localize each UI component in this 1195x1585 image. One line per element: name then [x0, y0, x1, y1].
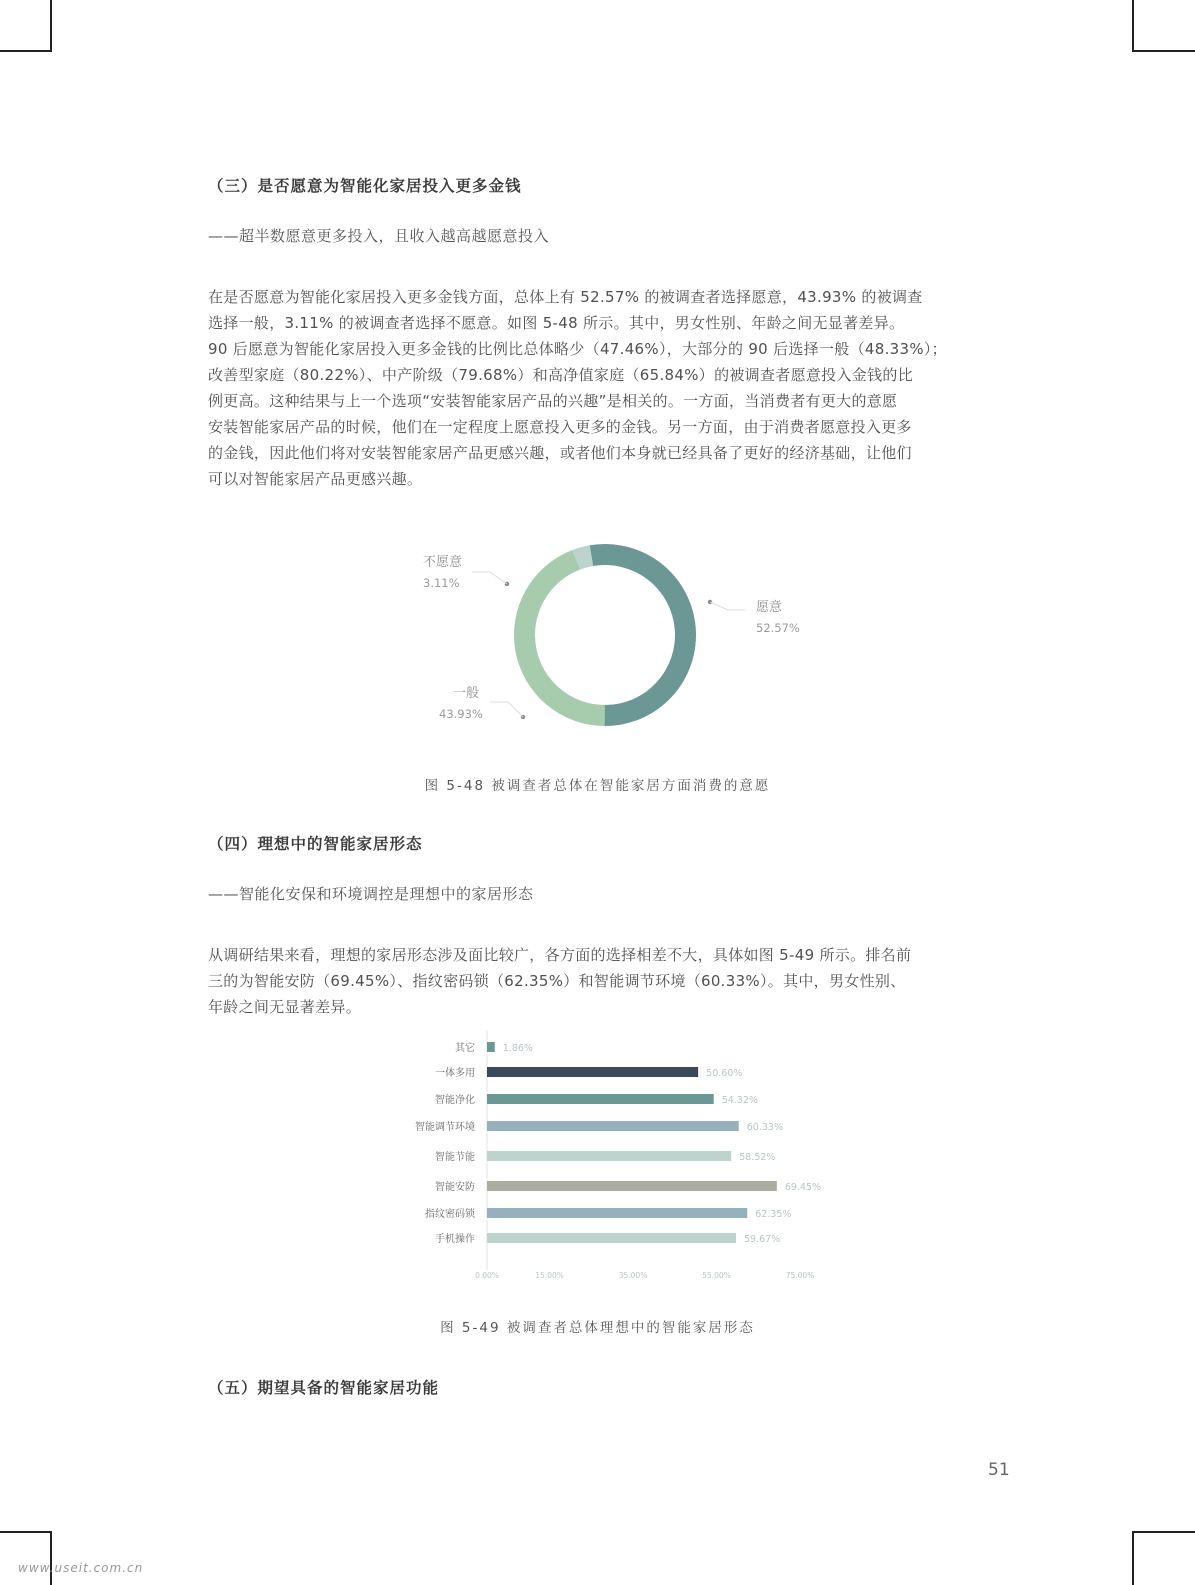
- donut-slice: [590, 544, 696, 726]
- x-tick-label: 75.00%: [785, 1271, 815, 1280]
- section4-heading: （四）理想中的智能家居形态: [208, 835, 423, 853]
- donut-label-unwilling: [423, 553, 462, 593]
- bar: [487, 1208, 747, 1218]
- bar: [487, 1121, 739, 1131]
- para-line: 年龄之间无显著差异。: [208, 998, 362, 1016]
- bar: [487, 1067, 698, 1077]
- crop-mark-bottom-right-h: [1132, 1531, 1195, 1533]
- bar: [487, 1181, 777, 1191]
- bar-value-label: 62.35%: [755, 1209, 792, 1220]
- bar-category-label: 一体多用: [435, 1068, 475, 1079]
- donut-label-name: 不愿意: [423, 555, 463, 570]
- bar-value-label: 58.52%: [739, 1152, 776, 1163]
- leader-line-willing: [710, 602, 745, 610]
- bar-category-label: 智能调节环境: [415, 1122, 475, 1133]
- section4-paragraph: [208, 942, 1016, 1020]
- para-line: 改善型家庭（80.22%）、中产阶级（79.68%）和高净值家庭（65.84%）的被调查者愿意投入金钱的比: [208, 366, 913, 384]
- donut-label-name: 愿意: [756, 600, 783, 615]
- donut-slice: [514, 550, 605, 726]
- watermark: www.useit.com.cn: [18, 1561, 144, 1575]
- bar-value-label: 60.33%: [746, 1122, 784, 1133]
- section5-heading: （五）期望具备的智能家居功能: [208, 1379, 440, 1397]
- leader-line-neutral: [490, 702, 523, 717]
- crop-mark-bottom-left-v: [50, 1531, 52, 1585]
- bar-category-label: 手机操作: [435, 1234, 475, 1245]
- para-line: 从调研结果来看，理想的家居形态涉及面比较广，各方面的选择相差不大，具体如图 5-49 所示。排名前: [208, 946, 912, 964]
- donut-label-name: 一般: [453, 686, 480, 701]
- para-line: 可以对智能家居产品更感兴趣。: [208, 470, 423, 488]
- bar-value-label: 1.86%: [502, 1043, 533, 1054]
- para-line: 90 后愿意为智能化家居投入更多金钱的比例比总体略少（47.46%），大部分的 90 后选择一般（48.33%）；: [208, 340, 947, 358]
- para-line: 三的为智能安防（69.45%）、指纹密码锁（62.35%）和智能调节环境（60.33%）。其中，男女性别、: [208, 972, 906, 990]
- bar-category-label: 智能节能: [435, 1152, 475, 1163]
- figure48-caption: 图 5-48 被调查者总体在智能家居方面消费的意愿: [424, 778, 771, 794]
- bar-chart: [0, 1030, 1195, 1300]
- section4-subheading: ——智能化安保和环境调控是理想中的家居形态: [208, 885, 534, 903]
- bar-value-label: 54.32%: [721, 1095, 758, 1106]
- x-tick-label: 55.00%: [702, 1271, 731, 1280]
- donut-label-pct: 52.57%: [756, 621, 800, 635]
- bar-value-label: 50.60%: [706, 1068, 743, 1079]
- donut-label-neutral: [439, 684, 483, 724]
- donut-label-pct: 43.93%: [439, 707, 483, 721]
- bar: [487, 1233, 736, 1243]
- donut-slices: [514, 544, 696, 726]
- crop-mark-bottom-left-h: [0, 1531, 52, 1533]
- x-tick-label: 35.00%: [618, 1271, 648, 1280]
- para-line: 选择一般，3.11% 的被调查者选择不愿意。如图 5-48 所示。其中，男女性别、年龄之间无显著差异。: [208, 314, 905, 332]
- section3-subheading: ——超半数愿意更多投入，且收入越高越愿意投入: [208, 227, 550, 245]
- bar-category-label: 其它: [455, 1043, 475, 1054]
- crop-mark-bottom-right-v: [1132, 1531, 1134, 1585]
- x-tick-label: 15.00%: [535, 1271, 564, 1280]
- bar-category-label: 智能安防: [435, 1182, 475, 1193]
- donut-label-willing: [756, 598, 800, 638]
- para-line: 例更高。这种结果与上一个选项“安装智能家居产品的兴趣”是相关的。一方面，当消费者有更大的意愿: [208, 392, 898, 410]
- bar-value-label: 69.45%: [784, 1182, 822, 1193]
- bar-value-label: 59.67%: [744, 1234, 781, 1245]
- bar-category-label: 智能净化: [435, 1095, 475, 1106]
- bar-series: [415, 1041, 821, 1280]
- x-tick-label: 0.00%: [475, 1271, 499, 1280]
- bar: [487, 1094, 714, 1104]
- page-number: 51: [988, 1460, 1010, 1480]
- para-line: 的金钱，因此他们将对安装智能家居产品更感兴趣，或者他们本身就已经具备了更好的经济基础，让他们: [208, 444, 912, 462]
- para-line: 安装智能家居产品的时候，他们在一定程度上愿意投入更多的金钱。另一方面，由于消费者愿意投入更多: [208, 418, 912, 436]
- bar-category-label: 指纹密码锁: [425, 1209, 475, 1220]
- para-line: 在是否愿意为智能化家居投入更多金钱方面，总体上有 52.57% 的被调查者选择愿意，43.93% 的被调查: [208, 288, 923, 306]
- bar: [487, 1042, 495, 1052]
- figure49-caption: 图 5-49 被调查者总体理想中的智能家居形态: [440, 1320, 755, 1336]
- donut-label-pct: 3.11%: [423, 576, 460, 590]
- bar: [487, 1151, 731, 1161]
- section3-heading: （三）是否愿意为智能化家居投入更多金钱: [208, 177, 522, 195]
- leader-line-unwilling: [472, 572, 507, 584]
